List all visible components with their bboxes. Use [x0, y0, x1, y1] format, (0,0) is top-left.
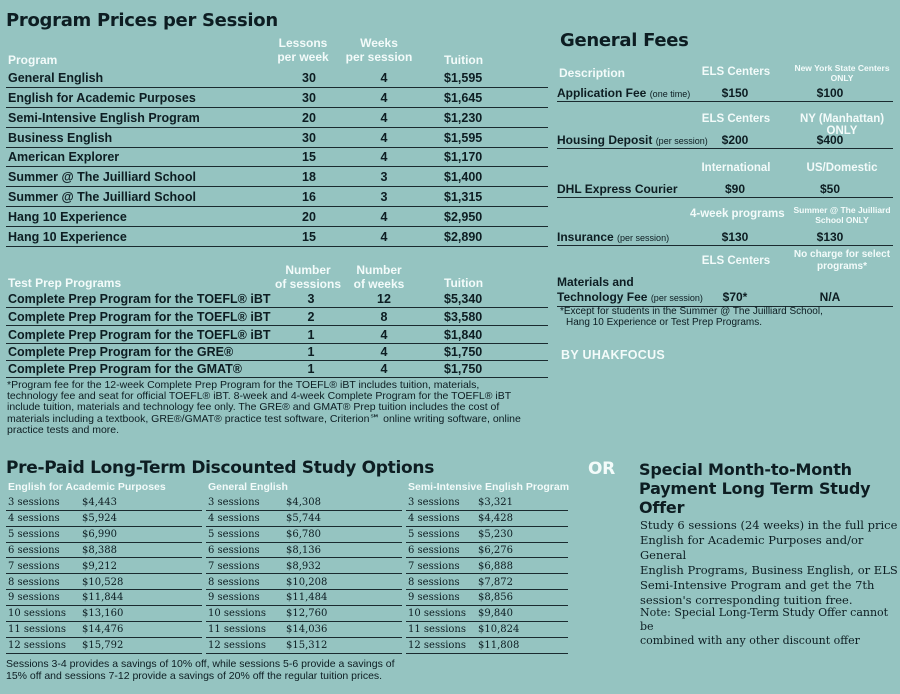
program-name: English for Academic Purposes	[8, 91, 196, 105]
price-value: $11,484	[286, 592, 328, 604]
weeks-value: 3	[380, 190, 388, 204]
tuition-header: Tuition	[444, 53, 484, 67]
sessions-label: 11 sessions	[8, 624, 67, 636]
tuition-value: $3,580	[444, 310, 483, 324]
program-header: Program	[8, 53, 58, 67]
price-value: $8,388	[82, 544, 117, 556]
table-row	[406, 495, 568, 511]
fee-row	[557, 131, 893, 149]
fee-col-header: International	[701, 162, 771, 174]
fee-col-header: Summer @ The Juilliard School ONLY	[793, 205, 891, 225]
fee-value: $70*	[722, 290, 748, 304]
weeks-value: 4	[380, 111, 388, 125]
table-row	[6, 88, 548, 108]
sessions-label: 7 sessions	[208, 560, 260, 572]
price-value: $14,476	[82, 624, 124, 636]
sessions-label: 3 sessions	[208, 497, 260, 508]
table-row	[406, 622, 568, 638]
sessions-label: 8 sessions	[8, 576, 60, 588]
table-row	[6, 68, 548, 88]
table-row	[6, 606, 202, 622]
fee-col-header: US/Domestic	[806, 162, 878, 174]
table-row	[6, 187, 548, 207]
fee-col-header: ELS Centers	[701, 113, 771, 125]
tuition-value: $1,230	[444, 111, 483, 125]
fee-value: $50	[819, 182, 841, 196]
table-row	[6, 167, 548, 187]
price-value: $13,160	[82, 608, 124, 620]
table-row	[206, 559, 402, 575]
sessions-label: 8 sessions	[208, 576, 260, 588]
fee-label-text: Technology Fee	[557, 290, 648, 304]
fee-label-text: Insurance	[557, 230, 614, 244]
sessions-label: 12 sessions	[208, 640, 267, 652]
prepaid-footnote: Sessions 3-4 provides a savings of 10% off, while sessions 5-6 provide a savings of 15% off and sessions 7-12 provide a savings of 20% off the regular tuition prices.	[6, 658, 395, 682]
fee-qualifier: (per session)	[655, 136, 708, 146]
price-value: $10,208	[286, 576, 328, 588]
table-row	[206, 575, 402, 591]
program-prices-title: Program Prices per Session	[6, 10, 278, 31]
weeks-value: 4	[380, 210, 388, 224]
weeks-value: 12	[377, 292, 391, 306]
table-row	[206, 495, 402, 511]
weeks-value: 8	[380, 310, 388, 324]
lessons-value: 30	[302, 71, 316, 85]
program-name: Summer @ The Juilliard School	[8, 190, 196, 204]
sessions-label: 7 sessions	[408, 560, 460, 572]
price-value: $6,780	[286, 528, 321, 540]
tuition-value: $1,315	[444, 190, 483, 204]
weeks-value: 4	[380, 345, 388, 359]
sessions-label: 6 sessions	[8, 544, 60, 556]
table-row	[406, 527, 568, 543]
fee-value: $400	[816, 133, 844, 147]
table-row	[6, 108, 548, 128]
fee-value: $130	[816, 230, 844, 244]
lessons-value: 15	[302, 150, 316, 164]
sessions-label: 8 sessions	[408, 576, 460, 588]
program-name: Complete Prep Program for the TOEFL® iBT	[8, 292, 271, 306]
weeks-value: 4	[380, 230, 388, 244]
table-row	[406, 606, 568, 622]
lessons-value: 16	[302, 190, 316, 204]
test-weeks-header: Number of weeks	[353, 263, 405, 291]
weeks-value: 3	[380, 170, 388, 184]
fees-footnote: *Except for students in the Summer @ The Juilliard School, Hang 10 Experience or Test Prep Programs.	[560, 306, 823, 328]
fee-col-header: 4-week programs	[690, 208, 785, 220]
table-row	[206, 622, 402, 638]
fee-qualifier: (per session)	[617, 233, 670, 243]
table-row	[6, 575, 202, 591]
program-name: Complete Prep Program for the GMAT®	[8, 362, 243, 376]
fee-label-text: Housing Deposit	[557, 133, 653, 147]
special-offer-body: Study 6 sessions (24 weeks) in the full price English for Academic Purposes and/or General English Programs, Business English, or ELS Semi-Intensive Program and get the 7th session's corresponding tuition free.	[640, 518, 898, 607]
fee-value: $90	[724, 182, 746, 196]
table-row	[6, 495, 202, 511]
weeks-value: 4	[380, 362, 388, 376]
table-row	[206, 638, 402, 654]
weeks-value: 4	[380, 150, 388, 164]
table-row	[206, 511, 402, 527]
weeks-value: 4	[380, 91, 388, 105]
or-label: OR	[588, 459, 615, 479]
sessions-label: 3 sessions	[408, 497, 460, 508]
sessions-label: 4 sessions	[8, 512, 60, 524]
price-value: $8,932	[286, 560, 321, 572]
fee-value: $200	[721, 133, 749, 147]
weeks-value: 4	[380, 328, 388, 342]
table-row	[6, 638, 202, 654]
sessions-label: 9 sessions	[8, 592, 60, 604]
fee-row	[557, 180, 893, 198]
table-row	[406, 543, 568, 559]
fee-qualifier: (one time)	[649, 89, 691, 99]
tuition-value: $2,950	[444, 210, 483, 224]
sessions-label: 5 sessions	[208, 528, 260, 540]
fee-label-text: Application Fee	[557, 86, 647, 100]
table-row	[6, 308, 548, 326]
fee-col-header: No charge for select programs*	[793, 249, 891, 272]
price-value: $8,856	[478, 592, 513, 604]
sessions-label: 11 sessions	[208, 624, 267, 636]
price-value: $15,312	[286, 640, 328, 652]
fee-value: N/A	[819, 290, 841, 304]
price-value: $5,924	[82, 512, 117, 524]
tuition-value: $1,595	[444, 71, 483, 85]
sessions-label: 9 sessions	[208, 592, 260, 604]
table-row	[406, 559, 568, 575]
sessions-label: 12 sessions	[8, 640, 67, 652]
price-value: $15,792	[82, 640, 124, 652]
fee-label	[557, 230, 669, 244]
price-value: $14,036	[286, 624, 328, 636]
price-value: $11,808	[478, 640, 520, 652]
sessions-label: 9 sessions	[408, 592, 460, 604]
table-row	[6, 207, 548, 227]
sessions-value: 1	[307, 345, 315, 359]
fee-label	[557, 86, 690, 100]
price-value: $3,321	[478, 497, 513, 508]
table-row	[6, 128, 548, 148]
price-value: $10,528	[82, 576, 124, 588]
price-value: $12,760	[286, 608, 328, 620]
price-value: $6,276	[478, 544, 513, 556]
program-name: Summer @ The Juilliard School	[8, 170, 196, 184]
sessions-label: 4 sessions	[408, 512, 460, 524]
special-offer-note: Note: Special Long-Term Study Offer cannot be combined with any other discount offer	[640, 606, 889, 647]
fee-label	[557, 133, 708, 147]
tuition-value: $1,400	[444, 170, 483, 184]
sessions-label: 10 sessions	[408, 608, 467, 620]
table-row	[6, 543, 202, 559]
program-name: Business English	[8, 131, 113, 145]
price-value: $9,212	[82, 560, 117, 572]
sessions-label: 12 sessions	[408, 640, 467, 652]
table-row	[206, 606, 402, 622]
sessions-label: 7 sessions	[8, 560, 60, 572]
program-name: Complete Prep Program for the TOEFL® iBT	[8, 310, 271, 324]
credit-label: BY UHAKFOCUS	[561, 348, 666, 362]
prepaid-title: Pre-Paid Long-Term Discounted Study Options	[6, 458, 435, 478]
price-value: $4,443	[82, 497, 117, 508]
weeks-value: 4	[380, 71, 388, 85]
price-value: $5,230	[478, 528, 513, 540]
program-name: Complete Prep Program for the TOEFL® iBT	[8, 328, 271, 342]
program-name: American Explorer	[8, 150, 120, 164]
program-name: Complete Prep Program for the GRE®	[8, 345, 234, 359]
price-value: $7,872	[478, 576, 513, 588]
price-value: $10,824	[478, 624, 520, 636]
price-value: $4,428	[478, 512, 513, 524]
tuition-value: $1,170	[444, 150, 483, 164]
table-row	[6, 343, 548, 361]
sessions-label: 4 sessions	[208, 512, 260, 524]
table-row	[406, 590, 568, 606]
fee-label	[557, 182, 678, 196]
table-row	[6, 590, 202, 606]
tuition-value: $1,750	[444, 345, 483, 359]
lessons-value: 30	[302, 131, 316, 145]
prepaid-column-header: English for Academic Purposes	[8, 481, 166, 493]
program-name: General English	[8, 71, 104, 85]
fee-col-header: NY (Manhattan) ONLY	[799, 113, 885, 137]
fee-row	[557, 228, 893, 246]
tuition-value: $1,840	[444, 328, 483, 342]
tuition-value: $2,890	[444, 230, 483, 244]
table-row	[206, 527, 402, 543]
fee-label-line: Materials and	[557, 275, 634, 289]
program-name: Hang 10 Experience	[8, 210, 127, 224]
price-value: $8,136	[286, 544, 321, 556]
sessions-label: 6 sessions	[208, 544, 260, 556]
sessions-label: 11 sessions	[408, 624, 467, 636]
table-row	[206, 543, 402, 559]
sessions-header: Number of sessions	[274, 263, 342, 291]
fee-label	[557, 275, 703, 306]
prepaid-column-header: General English	[208, 481, 288, 493]
table-row	[6, 326, 548, 344]
lessons-value: 20	[302, 210, 316, 224]
table-row	[406, 575, 568, 591]
price-value: $4,308	[286, 497, 321, 508]
sessions-value: 3	[307, 292, 315, 306]
sessions-value: 2	[307, 310, 315, 324]
test-prep-footnote: *Program fee for the 12-week Complete Prep Program for the TOEFL® iBT includes tuition, materials, technology fee and seat for official TOEFL® iBT. 8-week and 4-week Complete Program for the TOEFL® iBT include tuition, materials and technology fee only. The GRE® and GMAT® Prep tuition includes the cost of materials including a textbook, GRE®/GMAT® practice test software, Criterion℠ online writing software, online practice tests and more.	[7, 379, 521, 436]
table-row	[6, 622, 202, 638]
lessons-value: 20	[302, 111, 316, 125]
fee-value: $100	[816, 86, 844, 100]
fee-value: $150	[721, 86, 749, 100]
table-row	[6, 290, 548, 308]
fee-col-header: ELS Centers	[701, 66, 771, 78]
weeks-header: Weeks per session	[345, 36, 413, 64]
description-header: Description	[559, 66, 626, 80]
table-row	[6, 559, 202, 575]
tuition-value: $1,750	[444, 362, 483, 376]
price-value: $6,990	[82, 528, 117, 540]
program-name: Hang 10 Experience	[8, 230, 127, 244]
price-value: $11,844	[82, 592, 124, 604]
fee-label-line	[557, 290, 703, 306]
price-value: $5,744	[286, 512, 321, 524]
fee-value: $130	[721, 230, 749, 244]
sessions-label: 10 sessions	[8, 608, 67, 620]
tuition-value: $1,595	[444, 131, 483, 145]
price-value: $6,888	[478, 560, 513, 572]
table-row	[6, 527, 202, 543]
sessions-value: 1	[307, 328, 315, 342]
table-row	[206, 590, 402, 606]
sessions-label: 5 sessions	[408, 528, 460, 540]
sessions-value: 1	[307, 362, 315, 376]
tuition-value: $1,645	[444, 91, 483, 105]
sessions-label: 5 sessions	[8, 528, 60, 540]
table-row	[6, 511, 202, 527]
table-row	[6, 227, 548, 247]
price-value: $9,840	[478, 608, 513, 620]
lessons-value: 30	[302, 91, 316, 105]
table-row	[406, 638, 568, 654]
sessions-label: 10 sessions	[208, 608, 267, 620]
lessons-value: 15	[302, 230, 316, 244]
lessons-value: 18	[302, 170, 316, 184]
sessions-label: 6 sessions	[408, 544, 460, 556]
fee-label-text: DHL Express Courier	[557, 182, 678, 196]
fee-qualifier: (per session)	[650, 293, 703, 303]
table-row	[6, 147, 548, 167]
special-offer-title: Special Month-to-Month Payment Long Term Study Offer	[639, 460, 871, 517]
table-row	[6, 360, 548, 378]
test-tuition-header: Tuition	[444, 276, 484, 290]
tuition-value: $5,340	[444, 292, 483, 306]
table-row	[406, 511, 568, 527]
test-prep-header: Test Prep Programs	[8, 276, 122, 290]
general-fees-title: General Fees	[560, 30, 689, 51]
weeks-value: 4	[380, 131, 388, 145]
fee-col-header: New York State Centers ONLY	[794, 63, 890, 83]
sessions-label: 3 sessions	[8, 497, 60, 508]
program-name: Semi-Intensive English Program	[8, 111, 200, 125]
fee-row	[557, 84, 893, 102]
prepaid-column-header: Semi-Intensive English Program	[408, 481, 570, 493]
fee-row	[557, 275, 893, 307]
lessons-header: Lessons per week	[277, 36, 329, 64]
fee-col-header: ELS Centers	[701, 255, 771, 267]
